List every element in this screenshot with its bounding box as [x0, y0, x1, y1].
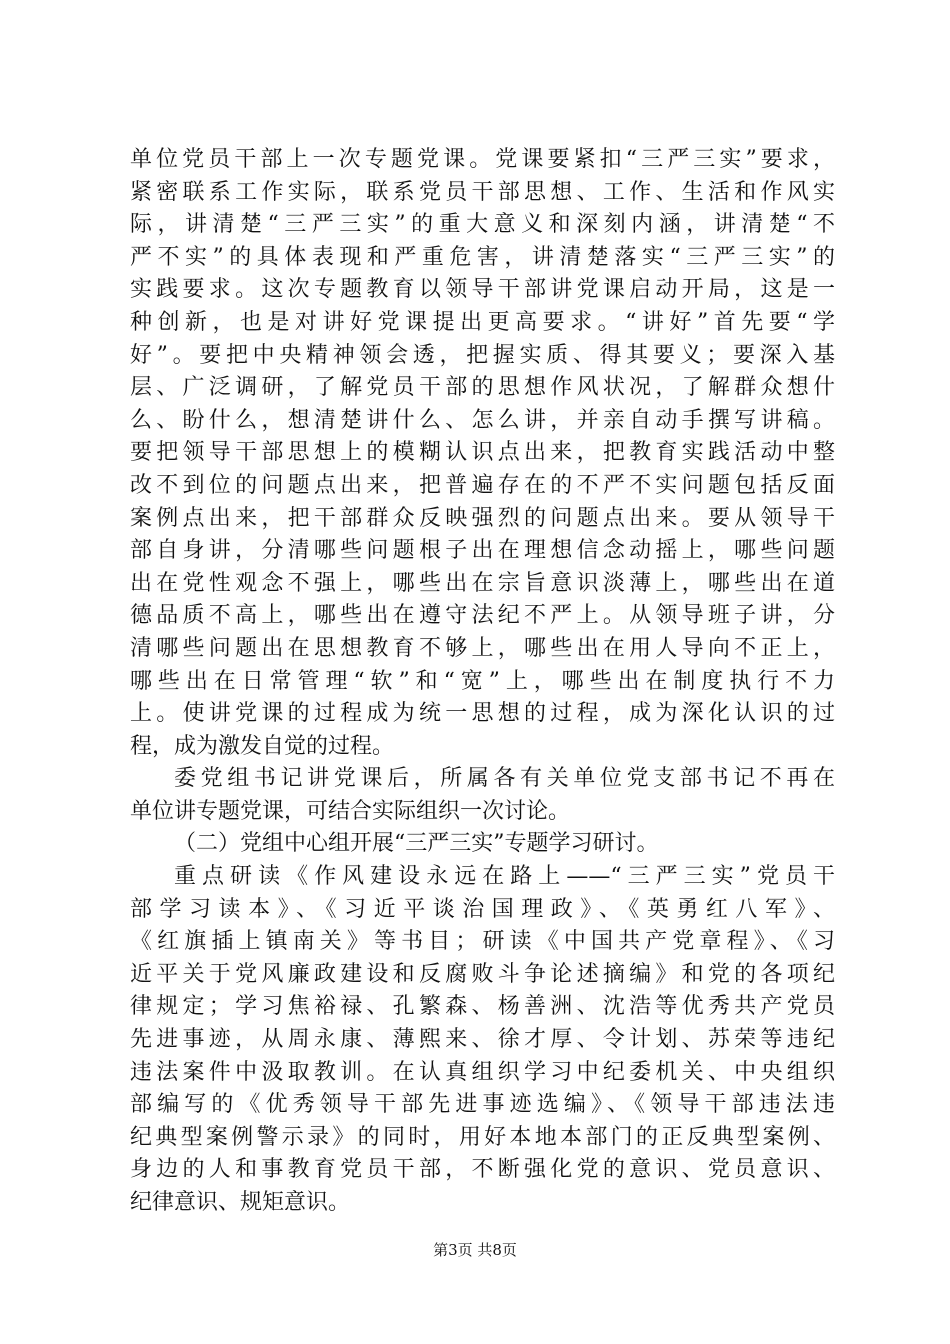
text-line: 近平关于党风廉政建设和反腐败斗争论述摘编》和党的各项纪 — [130, 961, 835, 987]
text-line: 严不实”的具体表现和严重危害，讲清楚落实“三严三实”的 — [130, 244, 835, 270]
text-line: 要把领导干部思想上的模糊认识点出来，把教育实践活动中整 — [130, 440, 835, 466]
body-text — [130, 144, 835, 1220]
text-line: 纪律意识、规矩意识。 — [130, 1190, 351, 1215]
text-line: 德品质不高上，哪些出在遵守法纪不严上。从领导班子讲，分 — [130, 603, 835, 629]
text-line: 清哪些问题出在思想教育不够上，哪些出在用人导向不正上， — [130, 635, 835, 661]
text-line: 部编写的《优秀领导干部先进事迹选编》、《领导干部违法违 — [130, 1092, 835, 1118]
text-line: 实践要求。这次专题教育以领导干部讲党课启动开局，这是一 — [130, 277, 835, 303]
text-line: 《红旗插上镇南关》等书目；研读《中国共产党章程》、《习 — [130, 929, 835, 955]
text-line: 程，成为激发自觉的过程。 — [130, 733, 395, 759]
text-line: 身边的人和事教育党员干部，不断强化党的意识、党员意识、 — [130, 1157, 835, 1183]
section-heading: （二）党组中心组开展“三严三实”专题学习研讨。 — [174, 831, 659, 857]
text-line: 违法案件中汲取教训。在认真组织学习中纪委机关、中央组织 — [130, 1059, 835, 1085]
text-line: 律规定；学习焦裕禄、孔繁森、杨善洲、沈浩等优秀共产党员 — [130, 994, 835, 1020]
text-line: 部学习读本》、《习近平谈治国理政》、《英勇红八军》、 — [130, 896, 835, 922]
text-line: 纪典型案例警示录》的同时，用好本地本部门的正反典型案例、 — [130, 1124, 835, 1150]
text-line: 种创新，也是对讲好党课提出更高要求。“讲好”首先要“学 — [130, 309, 835, 335]
text-line: 单位讲专题党课，可结合实际组织一次讨论。 — [130, 798, 571, 824]
text-line: 改不到位的问题点出来，把普遍存在的不严不实问题包括反面 — [130, 472, 835, 498]
text-line: 际，讲清楚“三严三实”的重大意义和深刻内涵，讲清楚“不 — [130, 212, 835, 238]
text-line: 么、盼什么，想清楚讲什么、怎么讲，并亲自动手撰写讲稿。 — [130, 407, 835, 433]
text-line: 案例点出来，把干部群众反映强烈的问题点出来。要从领导干 — [130, 505, 835, 531]
page-number-footer: 第3页 共8页 — [433, 1241, 517, 1259]
text-line: 单位党员干部上一次专题党课。党课要紧扣“三严三实”要求， — [130, 147, 835, 172]
paragraph-first-line: 重点研读《作风建设永远在路上——“三严三实”党员干 — [174, 864, 835, 890]
text-line: 好”。要把中央精神领会透，把握实质、得其要义；要深入基 — [130, 342, 835, 368]
paragraph-first-line: 委党组书记讲党课后，所属各有关单位党支部书记不再在 — [174, 766, 835, 792]
text-line: 出在党性观念不强上，哪些出在宗旨意识淡薄上，哪些出在道 — [130, 570, 835, 596]
text-line: 上。使讲党课的过程成为统一思想的过程，成为深化认识的过 — [130, 701, 835, 727]
text-line: 紧密联系工作实际，联系党员干部思想、工作、生活和作风实 — [130, 179, 835, 205]
text-line: 部自身讲，分清哪些问题根子出在理想信念动摇上，哪些问题 — [130, 538, 835, 564]
text-line: 先进事迹，从周永康、薄熙来、徐才厚、令计划、苏荣等违纪 — [130, 1027, 835, 1053]
text-line: 层、广泛调研，了解党员干部的思想作风状况，了解群众想什 — [130, 375, 835, 401]
text-line: 哪些出在日常管理“软”和“宽”上，哪些出在制度执行不力 — [130, 668, 835, 694]
